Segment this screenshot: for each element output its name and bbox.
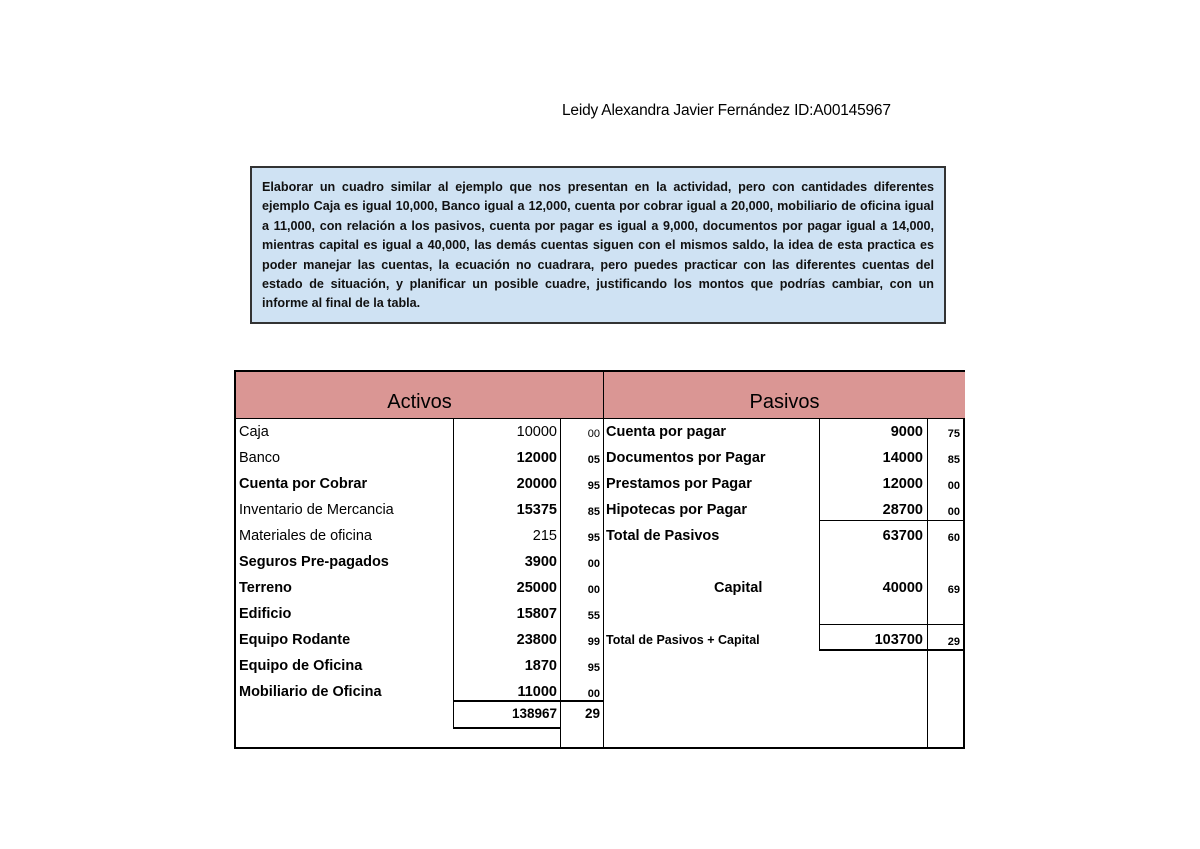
activo-label: Cuenta por Cobrar xyxy=(239,476,368,492)
pasivo-label: Documentos por Pagar xyxy=(606,450,766,466)
pasivo-label: Cuenta por pagar xyxy=(606,424,727,440)
activo-label: Equipo de Oficina xyxy=(239,658,363,674)
center-divider xyxy=(603,372,604,749)
capital-sum-line xyxy=(819,624,965,625)
activo-cents: 99 xyxy=(587,636,600,648)
activo-value: 10000 xyxy=(516,424,557,440)
activo-cents: 85 xyxy=(587,506,600,518)
activo-cents: 00 xyxy=(587,584,600,596)
activo-value: 1870 xyxy=(524,658,557,674)
activos-total-underline xyxy=(453,727,560,729)
total-pasivos-label: Total de Pasivos xyxy=(606,528,720,544)
activo-value: 11000 xyxy=(517,684,557,700)
pasivo-cents: 00 xyxy=(947,506,960,518)
activo-label: Caja xyxy=(239,424,269,440)
activo-label: Mobiliario de Oficina xyxy=(239,684,382,700)
activo-label: Seguros Pre-pagados xyxy=(239,554,389,570)
activo-label: Materiales de oficina xyxy=(239,528,372,544)
activo-cents: 00 xyxy=(587,688,600,700)
activo-cents: 95 xyxy=(587,480,600,492)
activo-value: 23800 xyxy=(516,632,557,648)
pasivo-value: 28700 xyxy=(882,502,923,518)
pasivo-value: 9000 xyxy=(890,424,923,440)
activo-value: 25000 xyxy=(516,580,557,596)
capital-value: 40000 xyxy=(882,580,923,596)
activos-header: Activos xyxy=(236,372,603,419)
activo-value: 15375 xyxy=(516,502,557,518)
activo-label: Terreno xyxy=(239,580,292,596)
activo-cents: 05 xyxy=(587,454,600,466)
capital-label: Capital xyxy=(714,580,763,596)
activo-cents: 55 xyxy=(587,610,600,622)
balance-sheet-table xyxy=(234,370,965,749)
total-pasivos-value: 63700 xyxy=(882,528,923,544)
pasivos-header: Pasivos xyxy=(604,372,965,419)
pasivo-label: Prestamos por Pagar xyxy=(606,476,752,492)
activo-value: 3900 xyxy=(524,554,557,570)
activo-cents: 95 xyxy=(587,662,600,674)
author-line: Leidy Alexandra Javier Fernández ID:A00145967 xyxy=(562,102,891,119)
activo-value: 20000 xyxy=(516,476,557,492)
activo-value: 15807 xyxy=(516,606,557,622)
capital-cents: 69 xyxy=(947,584,960,596)
activo-label: Equipo Rodante xyxy=(239,632,351,648)
total-pasivos-capital-cents: 29 xyxy=(947,636,960,648)
pasivo-cents: 75 xyxy=(947,428,960,440)
activos-total-cents: 29 xyxy=(584,706,600,721)
total-pasivos-capital-label: Total de Pasivos + Capital xyxy=(606,633,760,647)
activo-value: 12000 xyxy=(516,450,557,466)
activo-label: Edificio xyxy=(239,606,292,622)
pasivo-cents: 85 xyxy=(947,454,960,466)
activo-value: 215 xyxy=(532,528,557,544)
activo-cents: 00 xyxy=(587,558,600,570)
pasivo-value: 14000 xyxy=(882,450,923,466)
pasivo-label: Hipotecas por Pagar xyxy=(606,502,748,518)
pasivo-cents: 00 xyxy=(947,480,960,492)
total-pasivos-capital-value: 103700 xyxy=(874,632,923,648)
activo-label: Inventario de Mercancia xyxy=(239,502,394,518)
activo-cents: 95 xyxy=(587,532,600,544)
total-pasivos-cents: 60 xyxy=(947,532,960,544)
activos-total-value: 138967 xyxy=(511,706,557,721)
pasivo-value: 12000 xyxy=(882,476,923,492)
activo-cents: 00 xyxy=(587,428,600,440)
instructions-box: Elaborar un cuadro similar al ejemplo que nos presentan en la actividad, pero con cantidades diferentes ejemplo Caja es igual 10,000, Banco igual a 12,000, cuenta por cobrar igual a 20,000, mobiliario de oficina igual a 11,000, con relación a los pasivos, cuenta por pagar es igual a 9,000, documentos por pagar igual a 14,000, mientras capital es igual a 40,000, las demás cuentas siguen con el mismos saldo, la idea de esta practica es poder manejar las cuentas, la ecuación no cuadrara, pero puedes practicar con las diferentes cuentas del estado de situación, y planificar un posible cuadre, justificando los montos que podrías cambiar, con un informe al final de la tabla. xyxy=(250,166,946,324)
activo-label: Banco xyxy=(239,450,281,466)
